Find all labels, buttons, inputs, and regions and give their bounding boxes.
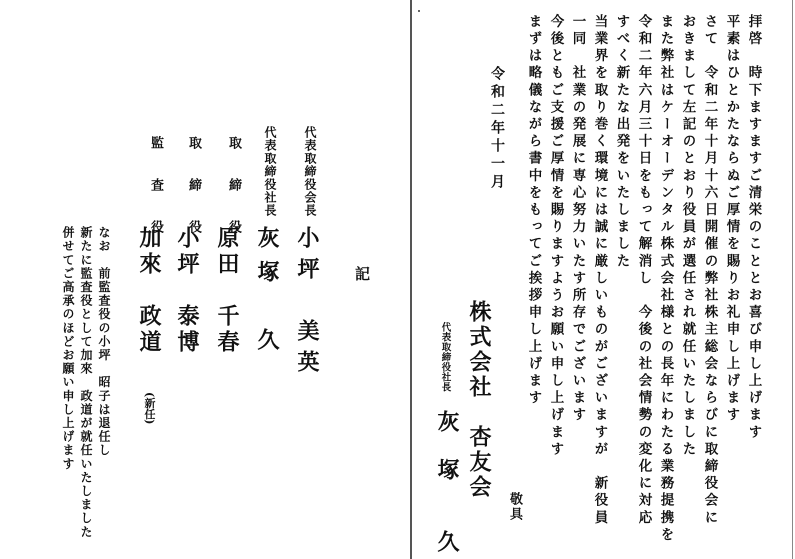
letter-line-11: まずは略儀ながら書中をもってご挨拶申し上げます — [525, 14, 542, 408]
letter-line-5: また弊社はケーオーデンタル株式会社様との長年にわたる業務提携を — [657, 14, 674, 545]
letter-line-4: おきまして左記のとおり役員が選任され就任いたしました — [679, 14, 696, 459]
officer-title-auditor: 監 査 役 — [148, 136, 163, 241]
footnote-line-3: 併せてご高承のほどお願い申し上げます — [61, 226, 75, 471]
footnote-line-1: なお 前監査役の小坪 昭子は退任し — [97, 226, 111, 458]
letter-line-9: 一同 社業の発展に専心努力いたす所存でございます — [569, 14, 586, 425]
letter-line-3: さて 令和二年十月十六日開催の弊社株主総会ならびに取締役会に — [701, 14, 718, 527]
officer-name-president: 灰塚 久 — [254, 226, 280, 362]
signer-name: 灰 塚 久 — [434, 410, 460, 554]
letter-line-6: 令和二年六月三十日をもって解消し 今後の社会情勢の変化に対応 — [635, 14, 652, 527]
footnote-line-2: 新たに監査役として加來 政道が就任いたしました — [79, 226, 93, 539]
officer-name-director-1: 原田 千春 — [214, 226, 240, 356]
officer-name-chairman: 小坪 美英 — [294, 226, 320, 381]
company-name: 株式会社 杏友会 — [466, 300, 492, 500]
record-heading: 記 — [353, 266, 371, 281]
officer-name-director-2: 小坪 泰博 — [174, 226, 200, 356]
new-appointment-note: (新任) — [143, 392, 156, 425]
page-divider — [410, 0, 412, 559]
officer-title-director-2: 取 締 役 — [186, 136, 201, 241]
scan-mark — [418, 10, 420, 12]
letter-date: 令和二年十一月 — [489, 66, 505, 192]
officer-name-auditor: 加來 政道 — [136, 226, 162, 356]
page-edge — [792, 0, 793, 559]
officer-title-director-1: 取 締 役 — [226, 136, 241, 241]
letter-line-8: 当業界を取り巻く環境には誠に厳しいものがございますが 新役員 — [591, 14, 608, 527]
letter-line-2: 平素はひとかたならぬご厚情を賜りお礼申し上げます — [723, 14, 740, 425]
closing-keigu: 敬具 — [507, 492, 522, 522]
letter-line-7: すべく新たな出発をいたしました — [613, 14, 630, 271]
signer-title: 代表取締役社長 — [439, 322, 451, 392]
letter-line-10: 今後ともご支援ご厚情を賜りますようお願い申し上げます — [547, 14, 564, 459]
officer-title-president: 代表取締役社長 — [263, 126, 277, 217]
letter-line-1: 拝啓 時下ますますご清栄のこととお喜び申し上げます — [745, 14, 762, 442]
officer-title-chairman: 代表取締役会長 — [303, 126, 317, 217]
